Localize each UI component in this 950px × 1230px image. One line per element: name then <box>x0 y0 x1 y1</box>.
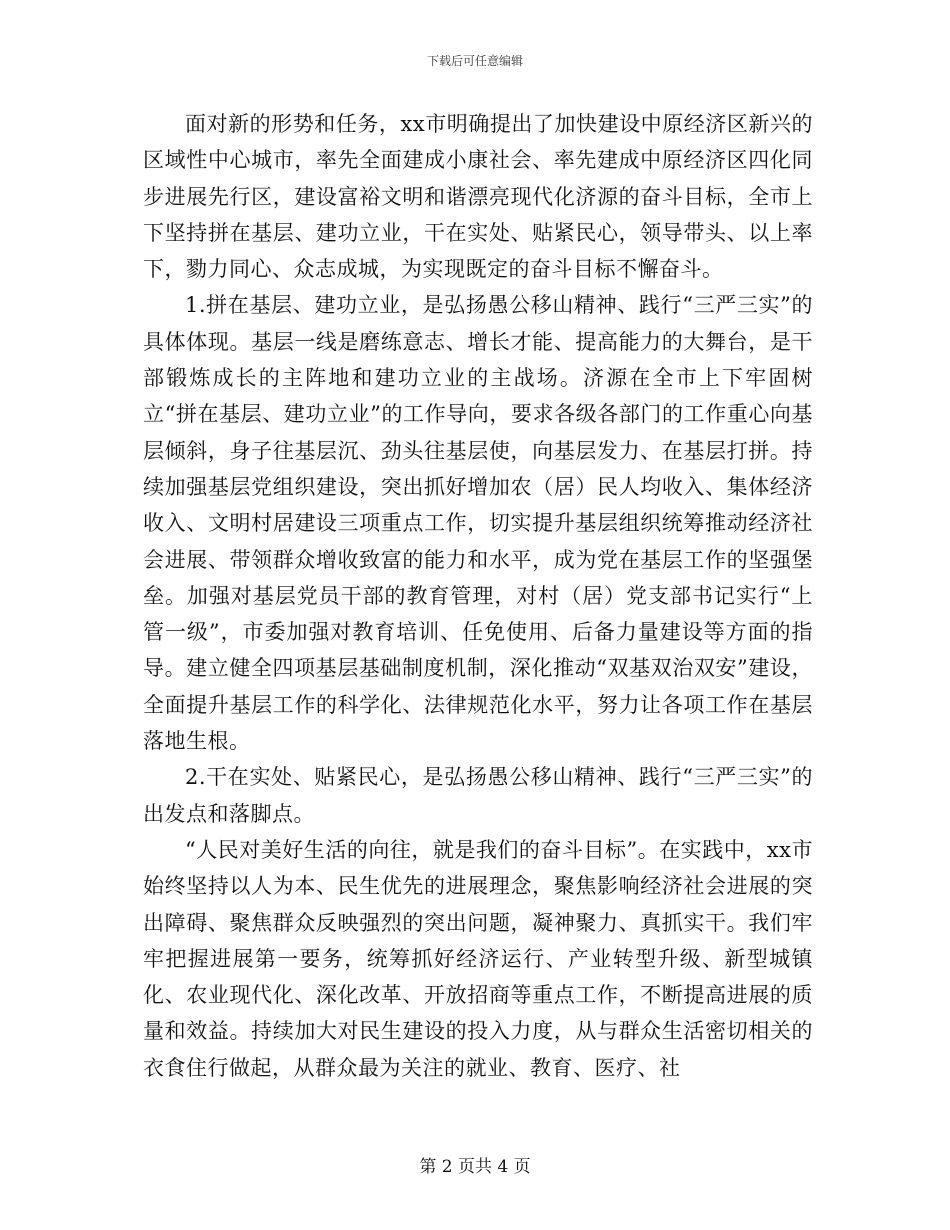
document-body <box>143 106 813 1086</box>
paragraph-intro: 面对新的形势和任务，xx市明确提出了加快建设中原经济区新兴的区域性中心城市，率先全面建成小康社会、率先建成中原经济区四化同步进展先行区，建设富裕文明和谐漂亮现代化济源的奋斗目标，全市上下坚持拼在基层、建功立业，干在实处、贴紧民心，领导带头、以上率下，勠力同心、众志成城，为实现既定的奋斗目标不懈奋斗。 <box>143 112 813 282</box>
page-number-footer: 第 2 页共 4 页 <box>419 1157 531 1177</box>
page-header-note: 下载后可任意编辑 <box>426 54 523 68</box>
paragraph-point-1: 1.拼在基层、建功立业，是弘扬愚公移山精神、践行“三严三实”的具体体现。基层一线是磨练意志、增长才能、提高能力的大舞台，是干部锻炼成长的主阵地和建功立业的主战场。济源在全市上下牢固树立“拼在基层、建功立业”的工作导向，要求各级各部门的工作重心向基层倾斜，身子往基层沉、劲头往基层使，向基层发力、在基层打拼。持续加强基层党组织建设，突出抓好增加农（居）民人均收入、集体经济收入、文明村居建设三项重点工作，切实提升基层组织统筹推动经济社会进展、带领群众增收致富的能力和水平，成为党在基层工作的坚强堡垒。加强对基层党员干部的教育管理，对村（居）党支部书记实行“上管一级”，市委加强对教育培训、任免使用、后备力量建设等方面的指导。建立健全四项基层基础制度机制，深化推动“双基双治双安”建设，全面提升基层工作的科学化、法律规范化水平，努力让各项工作在基层落地生根。 <box>143 293 813 754</box>
paragraph-point-2: 2.干在实处、贴紧民心，是弘扬愚公移山精神、践行“三严三实”的出发点和落脚点。 <box>143 765 813 826</box>
paragraph-quote: “人民对美好生活的向往，就是我们的奋斗目标”。在实践中，xx市始终坚持以人为本、民生优先的进展理念，聚焦影响经济社会进展的突出障碍、聚焦群众反映强烈的突出问题，凝神聚力、真抓实干。我们牢牢把握进展第一要务，统筹抓好经济运行、产业转型升级、新型城镇化、农业现代化、深化改革、开放招商等重点工作，不断提高进展的质量和效益。持续加大对民生建设的投入力度，从与群众生活密切相关的衣食住行做起，从群众最为关注的就业、教育、医疗、社 <box>143 837 813 1080</box>
